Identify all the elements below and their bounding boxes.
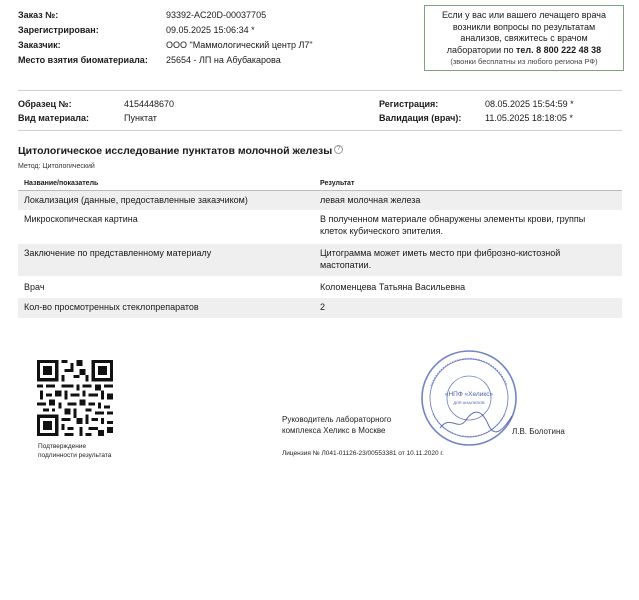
- material-type-label: Вид материала:: [18, 113, 89, 123]
- table-row: [18, 191, 622, 210]
- row-result: 2: [320, 302, 326, 312]
- authenticity-caption-line1: Подтверждение: [38, 443, 87, 450]
- registration-value: 08.05.2025 15:54:59 *: [485, 99, 574, 109]
- lab-head-title-line2: комплекса Хеликс в Москве: [282, 425, 386, 435]
- sampling-site-value: 25654 - ЛП на Абубакарова: [166, 55, 281, 65]
- study-method: Метод: Цитологический: [18, 163, 95, 170]
- signature-image: [436, 406, 516, 436]
- row-result: Цитограмма может иметь место при фиброзно-кистозной мастопатии.: [320, 248, 561, 270]
- table-row: [18, 244, 622, 276]
- divider-top: [18, 90, 622, 91]
- info-line-2: возникли вопросы по результатам: [452, 21, 596, 32]
- study-title-text: Цитологическое исследование пунктатов молочной железы: [18, 145, 333, 157]
- study-title: [18, 145, 343, 157]
- customer-label: Заказчик:: [18, 40, 61, 50]
- row-name: Кол-во просмотренных стеклопрепаратов: [24, 302, 199, 312]
- registered-value: 09.05.2025 15:06:34 *: [166, 25, 255, 35]
- order-number-value: 93392-AC20D-00037705: [166, 10, 267, 20]
- info-line-3: анализов, свяжитесь с врачом: [460, 33, 588, 43]
- row-name: Микроскопическая картина: [24, 214, 138, 224]
- authenticity-caption-line2: подлинности результата: [38, 452, 112, 459]
- registered-label: Зарегистрирован:: [18, 25, 99, 35]
- customer-value: ООО "Маммологический центр Л7": [166, 40, 313, 50]
- row-result: Коломенцева Татьяна Васильевна: [320, 282, 466, 292]
- sample-number-label: Образец №:: [18, 99, 72, 109]
- license-text: Лицензия № Л041-01126-23/00553381 от 10.11.2020 г.: [282, 450, 444, 457]
- sampling-site-label: Место взятия биоматериала:: [18, 55, 148, 65]
- validation-value: 11.05.2025 18:18:05 *: [485, 113, 573, 123]
- row-result: левая молочная железа: [320, 195, 421, 205]
- row-result: В полученном материале обнаружены элементы крови, группы клеток кубического эпителия.: [320, 214, 586, 236]
- table-row: [18, 210, 622, 242]
- material-type-value: Пунктат: [124, 113, 157, 123]
- row-name: Локализация (данные, предоставленные заказчиком): [24, 195, 248, 205]
- qr-code[interactable]: [37, 360, 113, 436]
- authenticity-caption: [38, 442, 148, 460]
- order-number-label: Заказ №:: [18, 10, 59, 20]
- lab-head-title-line1: Руководитель лабораторного: [282, 415, 392, 424]
- validation-label: Валидация (врач):: [379, 113, 462, 123]
- row-name: Врач: [24, 282, 45, 292]
- results-table-header: [18, 178, 622, 191]
- info-note: (звонки бесплатны из любого региона РФ): [450, 57, 598, 66]
- table-row: [18, 298, 622, 318]
- info-line-1: Если у вас или вашего лечащего врача: [441, 10, 607, 20]
- lab-contact-box: [424, 5, 624, 71]
- divider-middle: [18, 130, 622, 131]
- signer-name: Л.В. Болотина: [512, 427, 565, 436]
- info-phone-prefix: лаборатории по: [446, 44, 514, 55]
- table-row: [18, 278, 622, 297]
- column-name-header: Название/показатель: [24, 180, 99, 187]
- lab-head-title: [282, 415, 391, 436]
- column-result-header: Результат: [320, 180, 355, 187]
- stamp-center-text: «НПФ «Хеликс»: [444, 391, 494, 398]
- lab-phone-number[interactable]: тел. 8 800 222 48 38: [516, 44, 602, 55]
- stamp-sub-text: ДЛЯ АНАЛИЗОВ: [453, 400, 485, 405]
- registration-label: Регистрация:: [379, 99, 439, 109]
- row-name: Заключение по представленному материалу: [24, 248, 212, 258]
- help-icon[interactable]: ?: [334, 145, 343, 154]
- sample-number-value: 4154448670: [124, 99, 175, 109]
- info-line-4: [425, 45, 623, 57]
